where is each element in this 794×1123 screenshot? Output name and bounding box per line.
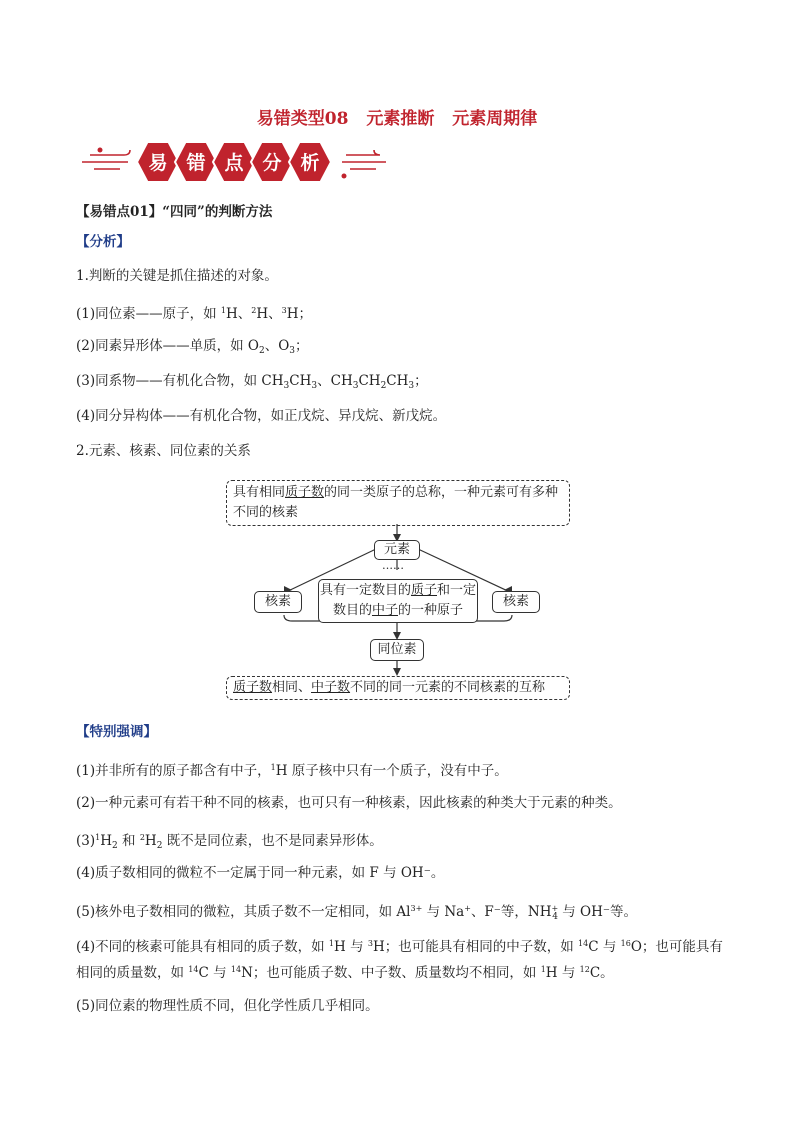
- analysis-label: 【分析】: [76, 234, 130, 250]
- emphasis-6-continued: 相同的质量数，如 $^{14}$C 与 $^{14}$N；也可能质子数、中子数、质量数均不相同，如 $^1$H 与 $^{12}$C。: [76, 965, 614, 981]
- nuclide-definition-box: 具有一定数目的质子和一定数目的中子的一种原子: [318, 579, 478, 623]
- item-isotope: (1)同位素——原子，如 $^1$H、$^2$H、$^3$H；: [76, 306, 313, 322]
- item-homolog: (3)同系物——有机化合物，如 $CH_3CH_3$、$CH_3CH_2CH_3$；: [76, 373, 428, 391]
- emphasis-2: (2)一种元素可有若干种不同的核素，也可只有一种核素，因此核素的种类大于元素的种类。: [76, 795, 622, 811]
- item-isomer: (4)同分异构体——有机化合物，如正戊烷、异戊烷、新戊烷。: [76, 408, 447, 424]
- emphasis-5: (5)核外电子数相同的微粒，其质子数不一定相同，如 $Al^{3+}$ 与 Na+、F⁻等，$NH^+_4$ 与 OH⁻等。: [76, 904, 638, 922]
- element-definition-box: 具有相同质子数的同一类原子的总称，一种元素可有多种不同的核素: [226, 480, 570, 526]
- emphasis-6: (4)不同的核素可能具有相同的质子数，如 $^1$H 与 $^3$H；也可能具有相同的中子数，如 $^{14}$C 与 $^{16}$O；也可能具有: [76, 939, 723, 955]
- emphasis-label: 【特别强调】: [76, 724, 157, 740]
- nuclide-node-right: 核素: [492, 591, 540, 613]
- paragraph-1: 1.判断的关键是抓住描述的对象。: [76, 268, 278, 284]
- emphasis-7: (5)同位素的物理性质不同，但化学性质几乎相同。: [76, 998, 379, 1014]
- ellipsis: ……: [382, 559, 404, 572]
- relationship-diagram: [222, 478, 572, 704]
- emphasis-3: $(3)^1H_2$ 和 $^2H_2$ 既不是同位素，也不是同素异形体。: [76, 833, 383, 851]
- isotope-definition-box: 质子数相同、中子数不同的同一元素的不同核素的互称: [226, 676, 570, 700]
- emphasis-1: (1)并非所有的原子都含有中子，$^1$H 原子核中只有一个质子，没有中子。: [76, 763, 508, 779]
- banner-char: 析: [300, 152, 320, 174]
- banner-char: 点: [224, 152, 244, 174]
- section-heading: 【易错点01】“四同”的判断方法: [76, 204, 273, 220]
- page-title: 易错类型08 元素推断 元素周期律: [256, 109, 538, 129]
- item-allotrope: (2)同素异形体——单质，如 $O_2$、$O_3$；: [76, 338, 309, 356]
- isotope-node: 同位素: [370, 639, 424, 661]
- banner-char: 错: [186, 152, 206, 174]
- emphasis-4: (4)质子数相同的微粒不一定属于同一种元素，如 F 与 OH⁻。: [76, 865, 445, 881]
- section-banner: [80, 136, 390, 188]
- banner-char: 分: [262, 152, 282, 174]
- paragraph-2: 2.元素、核素、同位素的关系: [76, 443, 251, 459]
- banner-char: 易: [148, 152, 168, 174]
- nuclide-node-left: 核素: [254, 591, 302, 613]
- element-node: 元素: [374, 540, 420, 560]
